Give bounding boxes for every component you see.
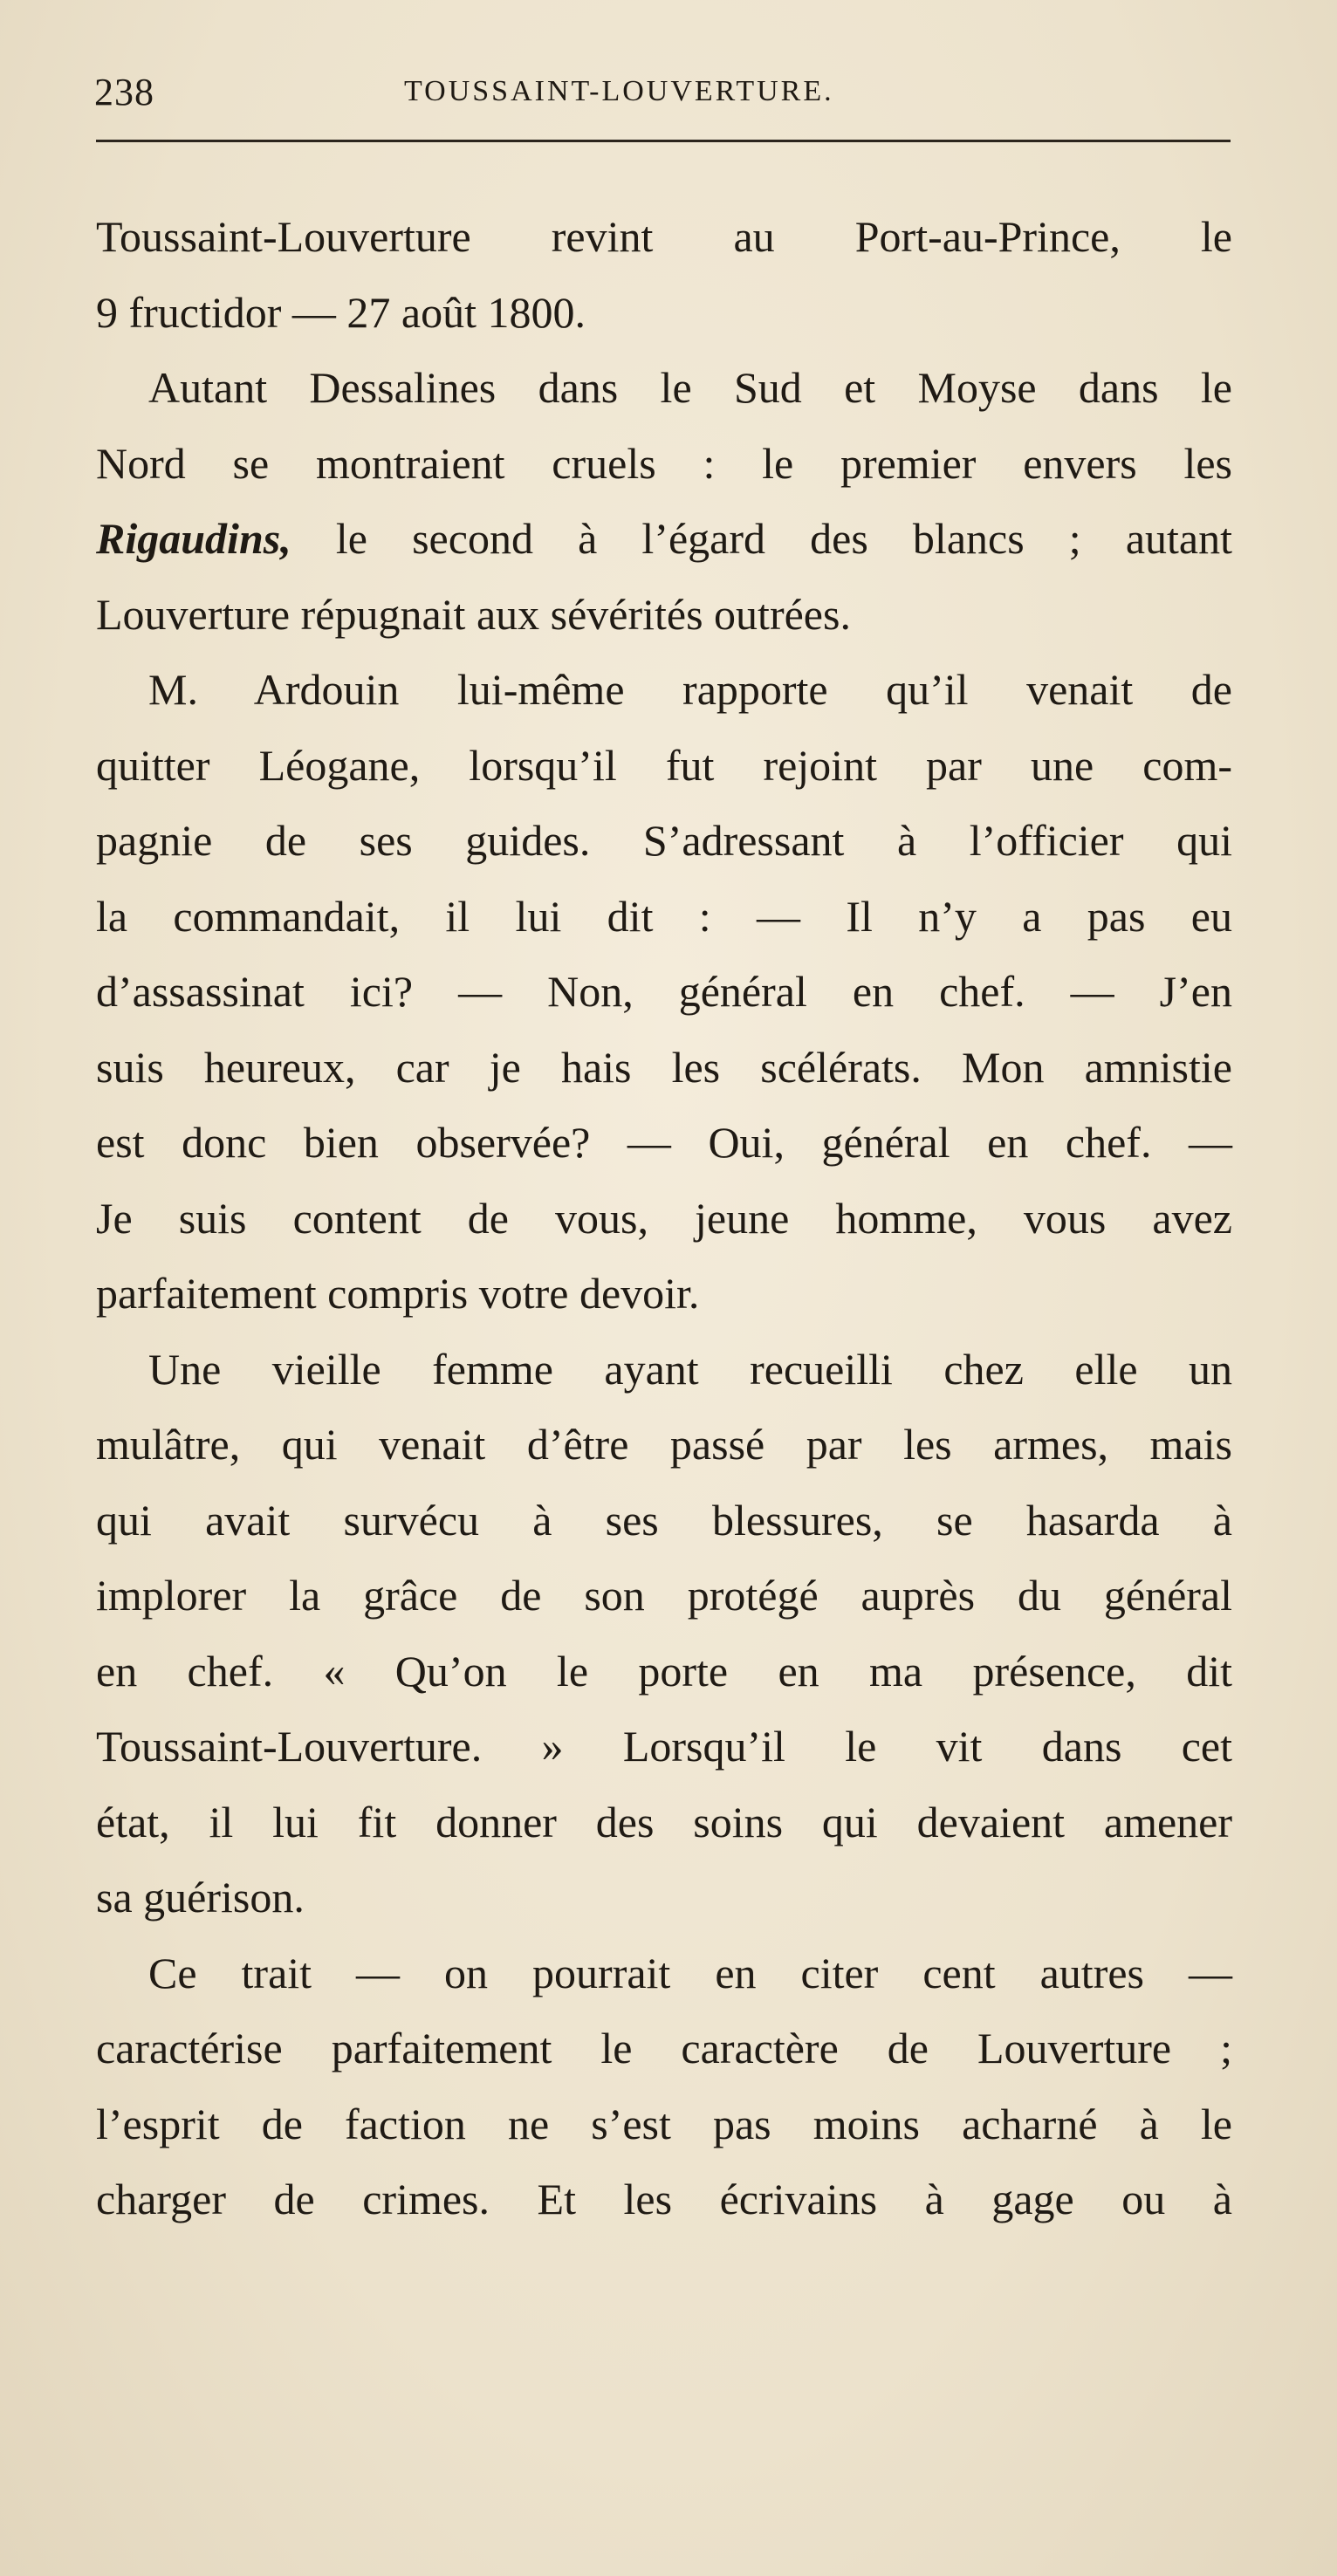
text-line: caractérise parfaitement le caractère de Louverture ; xyxy=(96,2024,1232,2072)
text-line: pagnie de ses guides. S’adressant à l’officier qui xyxy=(96,816,1232,865)
text-line: Nord se montraient cruels : le premier envers les xyxy=(96,438,1232,488)
text-line: d’assassinat ici? — Non, général en chef. — J’en xyxy=(96,967,1232,1016)
text-line: 9 fructidor — 27 août 1800. xyxy=(96,287,586,337)
text-line: Louverture répugnait aux sévérités outrées. xyxy=(96,589,851,639)
text-line: parfaitement compris votre devoir. xyxy=(96,1269,700,1318)
text-line: état, il lui fit donner des soins qui devaient amener xyxy=(96,1797,1232,1846)
text-line: Je suis content de vous, jeune homme, vous avez xyxy=(96,1193,1232,1243)
text-fragment: le second à l’égard des blancs ; autant xyxy=(335,514,1233,563)
text-line: Toussaint-Louverture revint au Port-au-Prince, le xyxy=(96,212,1232,261)
header-rule xyxy=(96,140,1231,142)
text-line: Toussaint-Louverture. » Lorsqu’il le vit dans cet xyxy=(96,1722,1232,1771)
text-line: charger de crimes. Et les écrivains à gage ou à xyxy=(96,2175,1232,2223)
text-line: suis heureux, car je hais les scélérats. Mon amnistie xyxy=(96,1042,1232,1092)
text-line: implorer la grâce de son protégé auprès du général xyxy=(96,1571,1232,1620)
text-line: l’esprit de faction ne s’est pas moins acharné à le xyxy=(96,2099,1232,2148)
running-title: TOUSSAINT-LOUVERTURE. xyxy=(404,75,834,107)
italic-term: Rigaudins, xyxy=(96,514,291,563)
page-header xyxy=(94,61,1229,122)
body-text xyxy=(96,199,1232,2237)
text-line: Ce trait — on pourrait en citer cent autres — xyxy=(148,1948,1232,1997)
text-line: Une vieille femme ayant recueilli chez elle un xyxy=(148,1344,1232,1394)
text-line: sa guérison. xyxy=(96,1873,305,1922)
text-line: qui avait survécu à ses blessures, se hasarda à xyxy=(96,1495,1232,1545)
page-number: 238 xyxy=(94,71,154,113)
text-line: la commandait, il lui dit : — Il n’y a pas eu xyxy=(96,891,1232,941)
text-line xyxy=(96,501,1232,577)
text-line: mulâtre, qui venait d’être passé par les armes, mais xyxy=(96,1420,1232,1469)
text-line: quitter Léogane, lorsqu’il fut rejoint par une com- xyxy=(96,740,1232,790)
text-line: est donc bien observée? — Oui, général en chef. — xyxy=(96,1118,1232,1167)
text-line: en chef. « Qu’on le porte en ma présence, dit xyxy=(96,1646,1232,1696)
text-line: Autant Dessalines dans le Sud et Moyse dans le xyxy=(148,363,1232,412)
text-line: M. Ardouin lui-même rapporte qu’il venait de xyxy=(148,665,1232,714)
